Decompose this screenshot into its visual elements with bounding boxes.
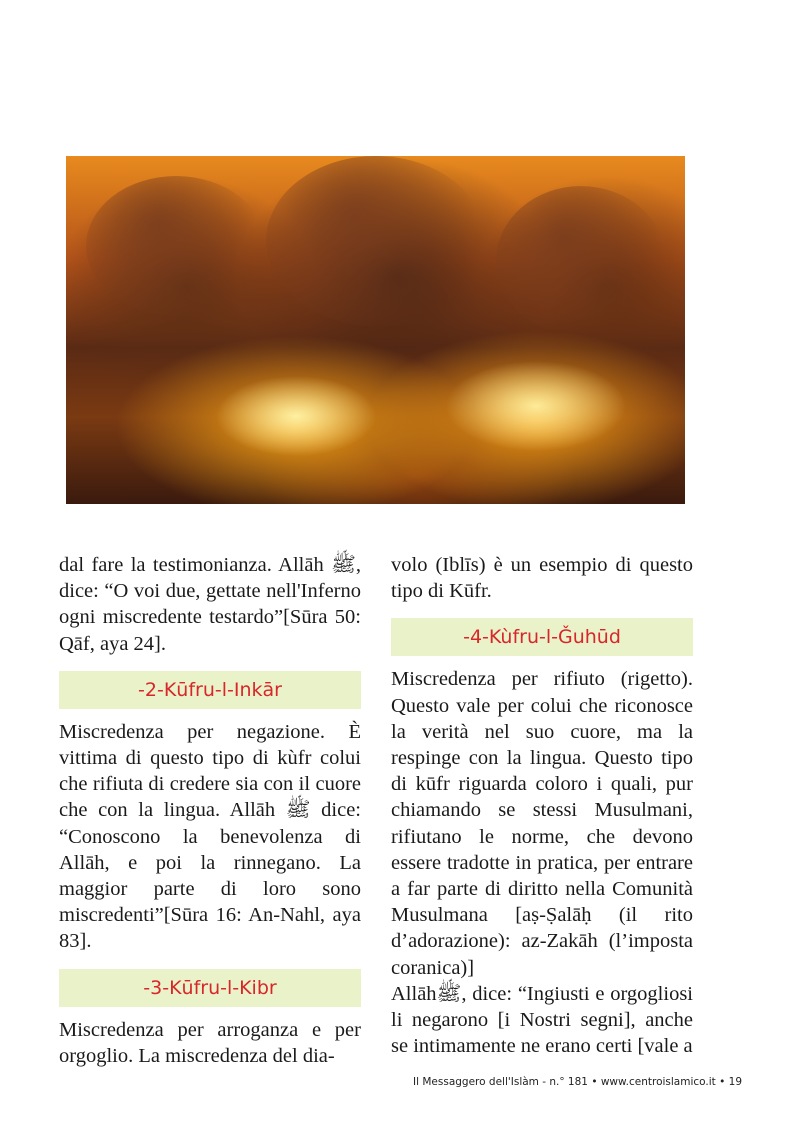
page-footer: Il Messaggero dell'Islàm - n.° 181 • www.centroislamico.it • 19 bbox=[413, 1076, 742, 1088]
smoke-cloud bbox=[266, 156, 486, 326]
right-intro-paragraph: volo (Iblīs) è un esempio di questo tipo di Kūfr. bbox=[391, 554, 693, 603]
section-heading-kufr-kibr: -3-Kūfru-l-Kibr bbox=[59, 969, 361, 1007]
left-intro-paragraph: dal fare la testimonianza. Allāh ﷺ, dice: “O voi due, gettate nell'Inferno ogni miscredente testardo”[Sūra 50: Qāf, aya 24]. bbox=[59, 554, 361, 655]
left-column bbox=[59, 552, 361, 1069]
section-heading-kufr-inkar: -2-Kūfru-l-Inkār bbox=[59, 671, 361, 709]
paragraph-kufr-kibr: Miscredenza per arroganza e per orgoglio. La miscredenza del dia- bbox=[59, 1018, 361, 1067]
paragraph-quote: Allāhﷺ, dice: “Ingiusti e orgogliosi li negarono [i Nostri segni], anche se intimamente ne erano certi [vale a bbox=[391, 982, 693, 1058]
smoke-cloud bbox=[86, 176, 266, 316]
paragraph-kufr-guhud: Miscredenza per rifiuto (rigetto). Questo vale per colui che riconosce la verità nel suo cuore, ma la respinge con la lingua. Questo tipo di kūfr riguarda coloro i quali, pur chiamando se stessi Musulmani, rifiutano le norme, che devono essere tradotte in pratica, per entrare a far parte di diritto nella Comunità Musulmana [aṣ-Ṣalāḥ (il rito d’adorazione): az-Zakāh (l’imposta coranica)] bbox=[391, 668, 693, 979]
right-column bbox=[391, 552, 693, 1059]
section-heading-kufr-guhud: -4-Kùfru-l-Ǧuhūd bbox=[391, 618, 693, 656]
paragraph-kufr-inkar: Miscredenza per negazione. È vittima di questo tipo di kùfr colui che rifiuta di credere sia con il cuore che con la lingua. Allāh ﷺ dice: “Conoscono la benevolenza di Allāh, e poi la rinnegano. La maggior parte di loro sono miscredenti”[Sūra 16: An-Nahl, aya 83]. bbox=[59, 720, 361, 953]
smoke-cloud bbox=[496, 186, 666, 336]
hero-image bbox=[66, 156, 685, 504]
